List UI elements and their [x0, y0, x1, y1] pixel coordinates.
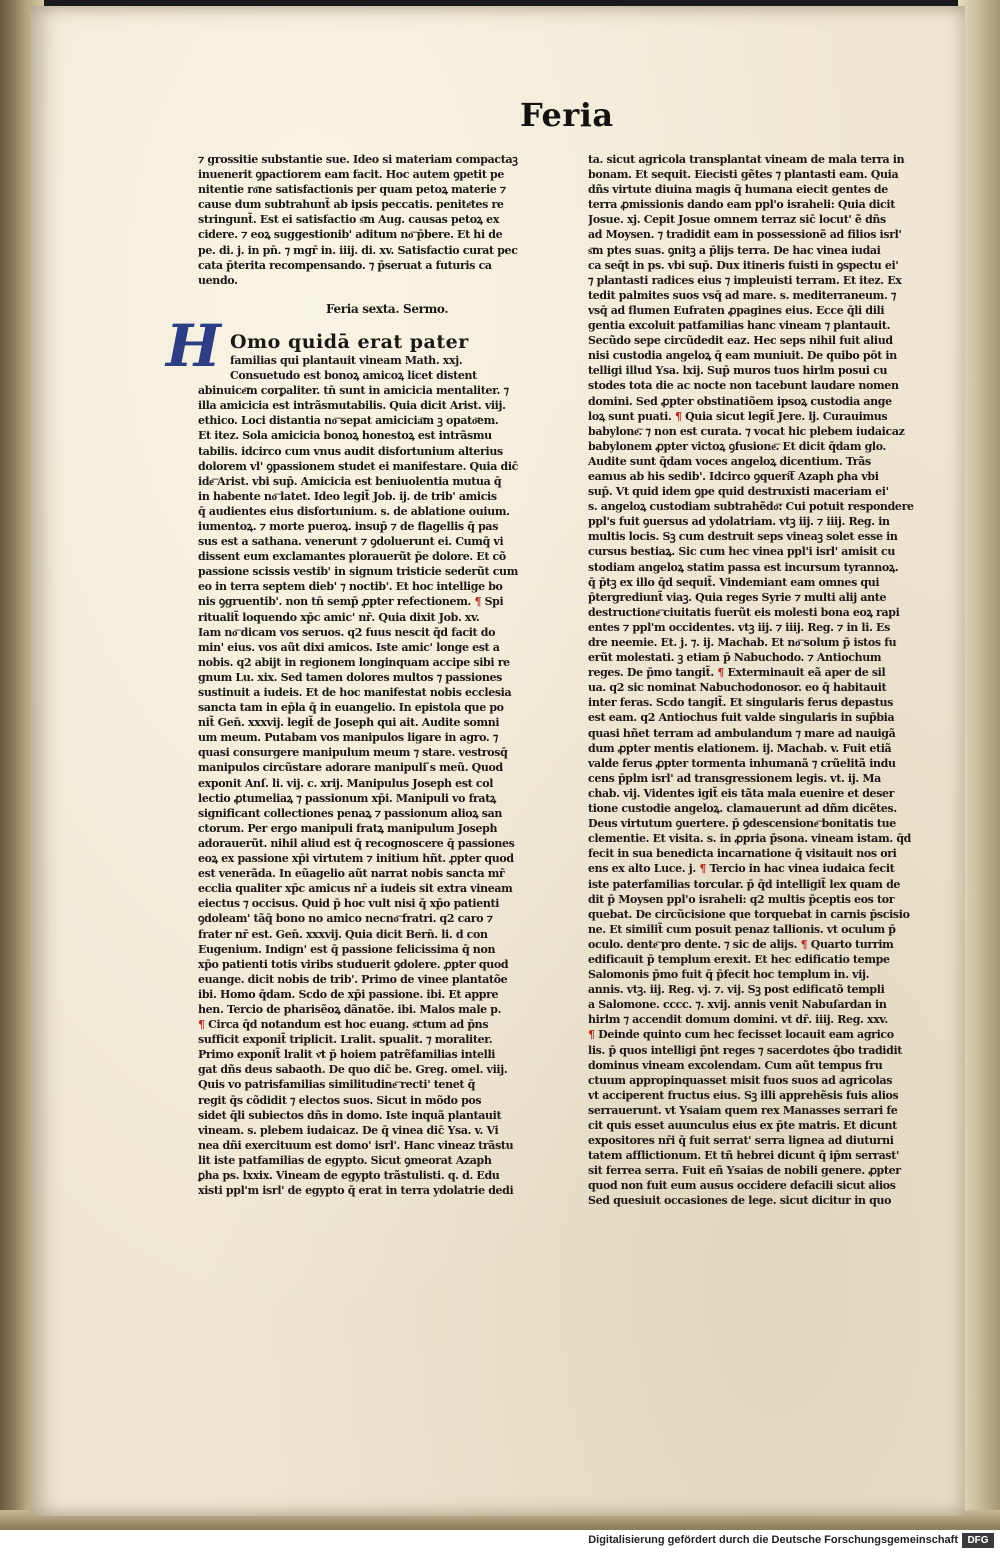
text-line: q̄ p̄tꝫ ex illo q̄d sequit̃. Vindemiant eam omnes qui: [588, 575, 880, 589]
text-line: ecclia qualiter xp̄c amicus nr̄ a iudeis sit extra vineam: [198, 882, 513, 896]
text-line: stringunt̃. Est ei satisfactio s͞m Aug. causas petoꝝ ex: [198, 213, 500, 227]
text-line: stodes tota die ac nocte non tacebunt laudare nomen: [588, 379, 899, 393]
text-line: fecit in sua benedicta incarnatione q̄ visitauit nos ori: [588, 847, 897, 861]
text-line: babylonem ꝓpter victoꝝ ꝯfusione͞. Et dicit q̄dam glo.: [588, 439, 887, 453]
text-line: a Salomone. cccc. ⁊. xvij. annis venit Nabuſardan in: [588, 998, 887, 1012]
text-line: gentia excoluit patfamilias hanc vineam ⁊ plantauit.: [588, 319, 891, 333]
text-line: sufficit exponit̃ triplicit. Lralit. spualit. ⁊ moraliter.: [198, 1033, 493, 1047]
text-line: destructione͞ ciuitatis fuerũt eis molesti bona eoꝝ rapi: [588, 605, 900, 619]
text-line: stodiam angeloꝝ statim passa est incursum tyrannoꝝ.: [588, 560, 899, 574]
text-line: cit quis esset auunculus eius ex p̄te matris. Et dicunt: [588, 1119, 897, 1132]
text-line: ⁊ plantasti radices eius ⁊ impleuisti terram. Et itez. Ex: [588, 273, 902, 287]
text-line: um meum. Putabam vos manipulos ligare in agro. ⁊: [198, 731, 498, 745]
text-line: edificauit p̄ templum erexit. Et hec edificatio tempe: [588, 952, 890, 966]
text-line: uendo.: [198, 273, 238, 287]
text-line: dominus vineam excolendam. Cum aũt tempus fru: [588, 1058, 883, 1072]
text-line: iste paterfamilias torcular. p̄ q̄d intelligit̃ lex quam de: [588, 877, 901, 891]
text-line: dñs virtute diuina magis q̄ humana eiecit gentes de: [588, 183, 888, 197]
text-line: annis. vtꝫ. iij. Reg. vj. ⁊. vij. Sꝫ post edificatõ templi: [588, 983, 885, 997]
text-line: multis locis. Sꝫ cum destruit seps vineaꝫ solet esse in: [588, 530, 898, 544]
text-line: abinuice͞m corꝑaliter. tn̄ sunt in amicicia mentaliter. ⁊: [198, 384, 509, 398]
text-line: sancta tam in ep̄la q̄ in euangelio. In epistola que po: [198, 701, 504, 715]
text-line: Deus virtutum ꝯuertere. p̄ ꝯdescensione͞ bonitatis tue: [588, 817, 896, 831]
text-line: vineam. s. plebem iudaicaz. De q̄ vinea dic̄ Ysa. v. Vi: [198, 1123, 499, 1137]
text-line: pe. di. j. in pn̄. ⁊ mgr̄ in. iiij. di. xv. Satisfactio curat pec: [198, 243, 518, 257]
text-line: ide͞ Arist. vbi sup̄. Amicicia est beniuolentia mutua q̄: [198, 474, 502, 488]
text-line: Et itez. Sola amicicia bonoꝝ honestoꝝ est intrãsmu: [198, 429, 492, 443]
text-line: s. angeloꝝ custodiam subtrahẽdo͞: Cui potuit respondere: [588, 500, 914, 514]
text-line: ritualit̃ loquendo xp̄c amic' nr̄. Quia dixit Job. xv.: [198, 610, 480, 624]
text-line: in habente no͞ latet. Ideo legit̃ Job. ij. de trib' amicis: [198, 489, 497, 503]
text-line: dit p̄ Moysen ppl'o israheli: q2 multis p̄ceptis eos tor: [588, 892, 895, 906]
text-line: cursus bestiaꝝ. Sic cum hec vinea ppl'i isrl' amisit cu: [588, 545, 896, 559]
text-line: s͞m ptes suas. ꝯnitꝫ a p̄lijs terra. De hac vinea iudai: [588, 243, 881, 257]
text-line: ua. q2 sic nominat Nabuchodonosor. eo q̄ habitauit: [588, 681, 887, 695]
text-line: nit̃ Gen̄. xxxvij. legit̃ de Joseph qui ait. Audite somni: [198, 716, 500, 730]
text-line: Consuetudo est bonoꝝ amicoꝝ licet distent: [230, 369, 477, 383]
text-line: illa amicicia est intrãsmutabilis. Quia dicit Arist. viij.: [198, 399, 506, 413]
text-line: vt acciperent fructus eius. Sꝫ illi apprehẽsis fuis alios: [588, 1088, 899, 1102]
text-line: quebat. De circũcisione que torquebat in carnis p̄scisio: [588, 907, 910, 921]
text-line: Iam no͞ dicam vos seruos. q2 fuus nescit q̄d facit do: [198, 625, 496, 639]
text-line: dissent eum exclamantes plorauerũt p̄e dolore. Et cõ: [198, 550, 506, 564]
text-line: erũt molestati. ꝫ etiam p̄ Nabuchodo. ⁊ Antiochum: [588, 651, 882, 665]
text-line: est eam. q2 Antiochus fuit valde singularis in sup̄bia: [588, 711, 895, 725]
text-line: ctorum. Per ergo manipuli fratꝝ manipulum Joseph: [198, 821, 498, 835]
text-line: Audite sunt q̄dam voces angeloꝝ dicentium. Trãs: [588, 454, 871, 468]
text-line: ¶ Circa q̄d notandum est hoc euang. s͞ctum ad p̄ns: [198, 1018, 489, 1032]
text-line: ꝯdoleam' tãq̄ bono no amico necno͞ fratri. q2 caro ⁊: [198, 912, 493, 926]
text-line: adorauerũt. nihil aliud est q̄ recognoscere q̄ passiones: [198, 836, 515, 850]
text-line: ꝑha ps. lxxix. Vineam de egypto trãstulisti. q. d. Edu: [198, 1169, 500, 1182]
text-line: sup̄. Vt quid idem ꝯpe quid destruxisti maceriam ei': [588, 485, 889, 499]
text-line: gnum Lu. xix. Sed tamen dolores multos ⁊ passiones: [198, 670, 502, 684]
text-line: telligi illud Ysa. lxij. Sup̄ muros tuos hirlm posui cu: [588, 364, 888, 378]
text-line: dum ꝓpter mentis elationem. ij. Machab. v. Fuit etiã: [588, 741, 892, 755]
text-line: valde ferus ꝓpter tormenta inhumanã ⁊ crũelitã indu: [588, 756, 896, 770]
text-line: nobis. q2 abijt in regionem longinquam accipe sibi re: [198, 655, 510, 669]
text-line: ta. sicut agricola transplantat vineam de mala terra in: [588, 153, 905, 166]
left-column-body-text: [198, 353, 566, 1198]
text-line: Sed quesiuit occasiones de lege. sicut dicitur in quo: [588, 1194, 892, 1208]
text-line: p̄tergrediunt̃ viaꝫ. Quia reges Syrie ⁊ multi alij ante: [588, 590, 887, 604]
text-line: xisti ppl'm isrl' de egypto q̄ erat in terra ydolatrie dedi: [198, 1184, 514, 1198]
text-line: lit iste patfamilias de egypto. Sicut ꝯmeorat Azaph: [198, 1153, 492, 1167]
text-line: est venerãda. In eũagelio aũt narrat nobis sancta mr̄: [198, 867, 505, 881]
text-line: Josue. xj. Cepit Josue omnem terraz sic̄ locut' ẽ dñs: [588, 213, 886, 227]
paragraph-mark: ¶: [699, 862, 706, 876]
text-line: significant collectiones penaꝝ ⁊ passionum alioꝝ san: [198, 806, 503, 820]
paragraph-mark: ¶: [588, 1028, 595, 1042]
text-line: passione scissis vestib' in signum tristicie sederũt cum: [198, 565, 518, 579]
text-line: Quis vo patrisfamilias similitudine͞ recti' tenet q̄: [198, 1078, 475, 1092]
text-line: ne. Et similit̃ cum posuit penaz tallionis. vt oculum p̄: [588, 922, 896, 936]
paragraph-mark: ¶: [198, 1018, 205, 1032]
text-line: sus est a sathana. venerunt ⁊ ꝯdoluerunt ei. Cumq̄ vi: [198, 535, 504, 549]
text-line: entes ⁊ ppl'm occidentes. vtꝫ iij. ⁊ iiij. Reg. ⁊ in li. Es: [588, 620, 890, 634]
text-line: euange. dicit nobis de trib'. Primo de vinee plantatõe: [198, 972, 508, 986]
text-line: cause dum subtrahunt̃ ab ipsis peccatis. penite͞tes re: [198, 198, 504, 212]
text-line: cens p̄plm isrl' ad transgressionem legis. vt. ij. Ma: [588, 771, 881, 785]
text-line: hirlm ⁊ accendit domum domini. vt dr̄. iiij. Reg. xxv.: [588, 1013, 888, 1027]
text-line: ad Moysen. ⁊ tradidit eam in possessionẽ ad filios isrl': [588, 228, 902, 242]
text-line: xp̄o patienti totis viribs studuerit ꝯdolere. ꝓpter quod: [198, 957, 509, 971]
right-column: [588, 152, 940, 1209]
paragraph-mark: ¶: [674, 409, 682, 423]
text-line: tione custodie angeloꝝ. clamauerunt ad dñm dicẽtes.: [588, 802, 897, 816]
text-line: cidere. ⁊ eoꝝ suggestionib' aditum no͞ p̄bere. Et hi de: [198, 228, 503, 242]
text-line: familias qui plantauit vineam Math. xxj.: [230, 353, 463, 367]
text-line: inter feras. Scdo tangit̃. Et singularis ferus depastus: [588, 696, 893, 710]
right-column-body-text: [588, 152, 940, 1209]
text-line: nitentie ro͞ne satisfactionis per quam petoꝝ materie ⁊: [198, 183, 506, 197]
text-line: Primo exponit̃ lralit v͞t p̄ hoiem patrẽfamilias intelli: [198, 1048, 496, 1062]
text-line: eiectus ⁊ occisus. Quid p̄ hoc vult nisi q̄ xp̄o patienti: [198, 897, 500, 911]
text-line: nea dñi exercituum est domo' isrl'. Hanc vineaz trãstu: [198, 1138, 514, 1152]
text-line: sidet q̄li subiectos dñs in domo. Iste inquã plantauit: [198, 1108, 502, 1122]
text-line: ca seq̄t in ps. vbi sup̄. Dux itineris fuisti in ꝯspectu ei': [588, 258, 899, 272]
text-line: ¶ Deinde quinto cum hec fecisset locauit eam agrico: [588, 1028, 894, 1042]
text-line: domini. Sed ꝓpter obstinatiõem ipsoꝝ custodia ange: [588, 394, 892, 408]
text-line: cata p̄terita recompensando. ⁊ p̄seruat a futuris ca: [198, 258, 492, 272]
text-line: clementie. Et visita. s. in ꝓpria p̄sona. vineam istam. q̄d: [588, 832, 912, 846]
text-line: eamus ab his sedib'. Idcirco ꝯqueri͞t Azaph ꝑha vbi: [588, 469, 879, 483]
text-line: nisi custodia angeloꝝ q̄ eam muniuit. De quibo pōt in: [588, 349, 897, 363]
text-line: q̄ audientes eius disfortunium. s. de ablatione ouium.: [198, 504, 510, 518]
text-line: ens ex alto Luce. j. ¶ Tercio in hac vinea iudaica fecit: [588, 862, 895, 876]
text-line: Secũdo sepe circũdedit eaz. Hec seps nihil fuit aliud: [588, 334, 893, 348]
text-line: dre neemie. Et. j. ⁊. ij. Machab. Et no͞ solum p̄ istos fu: [588, 636, 897, 649]
text-line: ibi. Homo q̄dam. Scdo de xp̄i passione. ibi. Et appre: [198, 987, 499, 1001]
text-line: quasi hñet terram ad ambulandum ⁊ mare ad nauigã: [588, 726, 896, 740]
decorated-initial: H: [166, 311, 221, 380]
text-line: min' eius. vos aũt dixi amicos. Iste amic' longe est a: [198, 640, 500, 654]
initial-line: Omo quidā erat pater: [230, 330, 469, 353]
text-line: ctuum appropinquasset misit fuos suos ad agricolas: [588, 1073, 893, 1087]
text-line: oculo. dente͞ pro dente. ⁊ sic de alijs. ¶ Quarto turrim: [588, 937, 894, 951]
text-line: manipulos circũstare adorare manipuli ̄s meũ. Quod: [198, 761, 503, 775]
text-line: inuenerit ꝯpactiorem eam facit. Hoc autem ꝯpetit pe: [198, 168, 505, 182]
paragraph-mark: ¶: [800, 937, 808, 951]
text-line: reges. De p̄mo tangit̃. ¶ Exterminauit eã aper de sil: [588, 666, 886, 680]
funding-notice: Digitalisierung gefördert durch die Deutsche Forschungsgemeinschaft: [588, 1534, 958, 1546]
text-line: bonam. Et sequit. Eiecisti gẽtes ⁊ plantasti eam. Quia: [588, 168, 899, 182]
text-line: loꝝ sunt puati. ¶ Quia sicut legit̃ Jere. lj. Curauimus: [588, 409, 888, 423]
text-line: Eugenium. Indign' est q̄ passione felicissima q̄ non: [198, 942, 496, 956]
text-line: gat dñs deus sabaoth. De quo dic̄ be. Greg. omel. viij.: [198, 1063, 508, 1077]
text-line: chab. vij. Videntes igit̃ eis tãta mala euenire et deser: [588, 786, 895, 800]
text-line: serrauerunt. vt Ysaiam quem rex Manasses serrari fe: [588, 1103, 898, 1117]
text-line: tatem afflictionum. Et tñ hebrei dicunt q̄ ip̄m serrast': [588, 1149, 899, 1163]
text-line: regit q̄s cõdidit ⁊ electos suos. Sicut in mõdo pos: [198, 1093, 482, 1107]
text-line: frater nr̄ est. Gen̄. xxxvij. Quia dicit Bern̄. li. d con: [198, 927, 488, 941]
text-line: quod non fuit eum ausus occidere defacili sicut alios: [588, 1179, 896, 1193]
text-line: eo in terra septem dieb' ⁊ noctib'. Et hoc intellige bo: [198, 580, 503, 594]
text-line: sustinuit a iudeis. Et de hoc manifestat nobis ecclesia: [198, 686, 512, 699]
text-line: tedit palmites suos vsq̄ ad mare. s. mediterraneum. ⁊: [588, 288, 897, 302]
text-line: hen. Tercio de pharisẽoꝝ dãnatõe. ibi. Malos male p.: [198, 1002, 502, 1016]
text-line: sit ferrea serra. Fuit eñ Ysaias de nobili genere. ꝓpter: [588, 1164, 901, 1178]
text-line: quasi consurgere manipulum meum ⁊ stare. vestrosq̄: [198, 746, 508, 760]
paragraph-mark: ¶: [717, 666, 724, 680]
text-line: ⁊ grossitie substantie sue. Ideo si materiam compactaꝫ: [198, 153, 518, 166]
left-column: [166, 152, 566, 1198]
text-line: nis ꝯgruentib'. non tn̄ semp̄ ꝓpter refectionem. ¶ Spi: [198, 595, 504, 609]
text-line: eoꝝ ex passione xp̄i virtutem ⁊ initium hñt. ꝓpter quod: [198, 852, 514, 866]
dfg-logo: DFG: [962, 1533, 994, 1548]
text-line: dolorem vl' ꝯpassionem studet ei manifestare. Quia dic̄: [198, 459, 519, 473]
paragraph-mark: ¶: [474, 595, 482, 609]
text-line: babylone͞. ⁊ non est curata. ⁊ vocat hic plebem iudaicaz: [588, 424, 905, 438]
text-line: vsq̄ ad flumen Eufraten ꝓpagines eius. Ecce q̄li dili: [588, 303, 885, 317]
text-line: ppl's fuit ꝯuersus ad ydolatriam. vtꝫ iij. ⁊ iiij. Reg. in: [588, 515, 890, 529]
text-line: exponit Anſ. li. vij. c. xrij. Manipulus Joseph est col: [198, 776, 494, 790]
text-line: Salomonis p̄mo fuit q̄ p̄fecit hoc templum in. vij.: [588, 968, 870, 982]
left-column-top-text: [198, 152, 566, 288]
text-line: lectio ꝓtumeliaꝝ ⁊ passionum xp̄i. Manipuli vo fratꝝ: [198, 791, 496, 805]
text-line: terra ꝓmissionis dando eam ppl'o israheli: Quia dicit: [588, 198, 895, 212]
section-title: Feria sexta. Sermo.: [326, 301, 449, 316]
text-line: ethico. Loci distantia no͞ sepat amicicia͞m ꝫ opato͞em.: [198, 414, 499, 428]
running-head: Feria: [520, 96, 614, 134]
text-line: lis. p̄ quos intelligi p̄nt reges ⁊ sacerdotes q̄bo tradidit: [588, 1043, 903, 1057]
text-line: tabilis. idcirco cum vnus audit disfortunium alterius: [198, 444, 503, 458]
text-line: iumentoꝝ. ⁊ morte pueroꝝ. insup̄ ⁊ de flagellis q̄ pas: [198, 519, 499, 533]
text-line: expositores nr̄i q̄ fuit serrat' serra lignea ad diuturni: [588, 1134, 894, 1148]
